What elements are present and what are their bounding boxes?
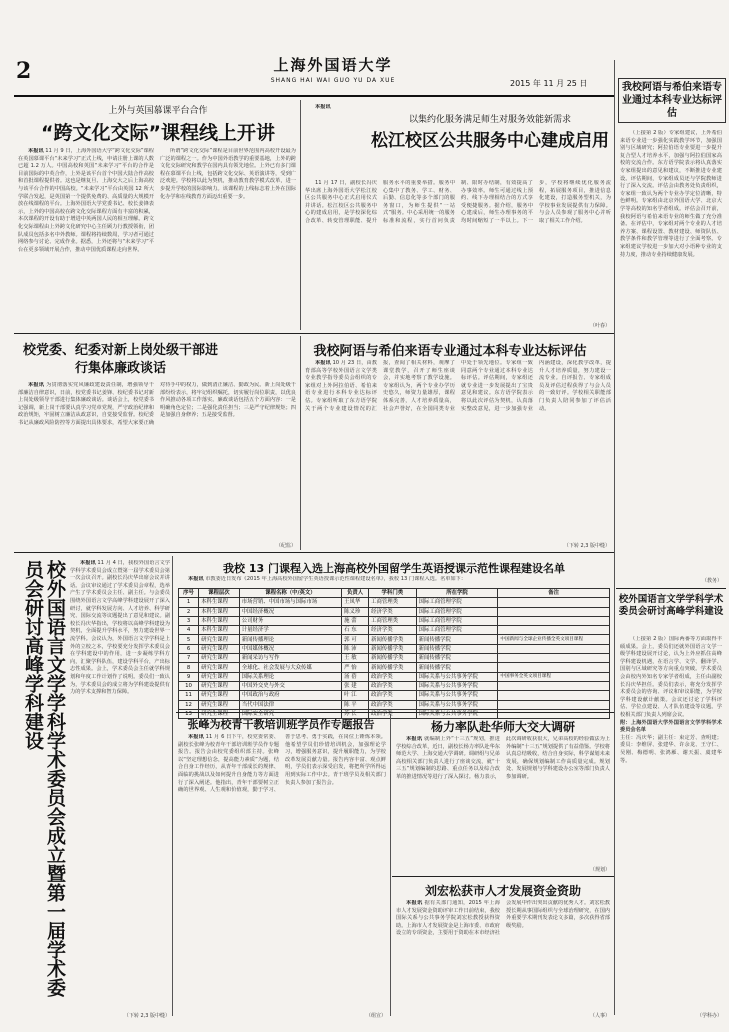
service-body-lead bbox=[305, 104, 367, 176]
table-row bbox=[179, 598, 610, 607]
paper-name: 上海外国语大学 bbox=[273, 56, 393, 74]
table-row bbox=[179, 635, 610, 644]
training-signature: （组宣） bbox=[365, 1013, 386, 1019]
table-cell: 工商管理类 bbox=[369, 598, 417, 607]
discipline-signature: （纪监） bbox=[275, 543, 296, 549]
table-cell: 11 bbox=[179, 691, 199, 700]
table-row bbox=[179, 616, 610, 625]
sidebar-arabic-from: （上接第 2 版） bbox=[630, 130, 669, 136]
committee-body bbox=[70, 560, 170, 1015]
table-cell: 张 建 bbox=[342, 681, 369, 690]
table-cell: 国际工商管理学院 bbox=[416, 598, 498, 607]
table-cell: 国际关系与公共事务学院 bbox=[416, 681, 498, 690]
table-row bbox=[179, 607, 610, 616]
table-cell bbox=[498, 691, 610, 700]
table-cell: 国际工商管理学院 bbox=[416, 607, 498, 616]
table-cell: 新闻传播学类 bbox=[369, 663, 417, 672]
sidebar-committee-title: 校外国语言文学学科学术委员会研讨高峰学科建设 bbox=[618, 594, 724, 617]
courses-header-cell: 课程层次 bbox=[199, 589, 240, 598]
table-cell: 研究生课程 bbox=[199, 700, 240, 709]
table-cell: 研究生课程 bbox=[199, 635, 240, 644]
arabic-byline: 本报讯 bbox=[315, 360, 331, 366]
table-row bbox=[179, 626, 610, 635]
table-cell: 王凤华 bbox=[342, 598, 369, 607]
table-cell: 2 bbox=[179, 607, 199, 616]
rule-mid-1 bbox=[14, 333, 614, 334]
table-cell bbox=[498, 607, 610, 616]
table-cell: 经济学类 bbox=[369, 626, 417, 635]
sidebar-committee-from: （上接第 2 版） bbox=[630, 636, 669, 642]
table-cell: 研究生课程 bbox=[199, 654, 240, 663]
table-row bbox=[179, 691, 610, 700]
table-cell: 陈义珍 bbox=[342, 607, 369, 616]
table-cell bbox=[498, 598, 610, 607]
table-cell: 计量经济学 bbox=[239, 626, 341, 635]
committee-continued: （下转 2,3 版中缝） bbox=[123, 1013, 170, 1019]
table-cell: 新闻传播学院 bbox=[416, 663, 498, 672]
table-cell: 国际关系与公共事务学院 bbox=[416, 691, 498, 700]
table-cell: 施 蕾 bbox=[342, 616, 369, 625]
courses-header-cell: 序号 bbox=[179, 589, 199, 598]
column-divider-bottom bbox=[172, 556, 173, 1016]
masthead bbox=[238, 54, 428, 94]
table-row bbox=[179, 700, 610, 709]
course-text-2: 所谓“跨文化交际”课程是目前世界范围内高校开设最为广泛的课程之一。作为中国外语教学的重要基地，上外的跨文化交际研究和教学在国内具有领先地位。上外已有多门课程在慕课平台上线，包括跨文化交际、英语演讲等，受到广泛欢迎。学校将以此为契机，推动教育教学模式改革，进一步提升学校的国际影响力。该课程的上线标志着上外在国际化办学和在线教育方面迈出重要一步。 bbox=[160, 148, 296, 200]
table-cell: 新闻传播理论 bbox=[239, 635, 341, 644]
table-cell: 国际关系理论 bbox=[239, 672, 341, 681]
table-cell: 政治学类 bbox=[369, 700, 417, 709]
courses-byline: 本报讯 bbox=[188, 576, 204, 582]
table-cell: 中国事务全英文项目课程 bbox=[498, 672, 610, 681]
table-cell: 石 东 bbox=[342, 626, 369, 635]
table-cell: 国际关系与公共事务学院 bbox=[416, 709, 498, 718]
service-body bbox=[305, 180, 611, 322]
table-cell: 10 bbox=[179, 681, 199, 690]
courses-table bbox=[178, 588, 610, 719]
service-headline: 松江校区公共服务中心建成启用 bbox=[371, 131, 609, 151]
table-cell: 公司财务 bbox=[239, 616, 341, 625]
column-divider-top bbox=[300, 100, 301, 330]
sidebar-committee-body bbox=[620, 636, 722, 1008]
sidebar-committee-signature: （学科办） bbox=[696, 1013, 722, 1019]
table-cell: 研究生课程 bbox=[199, 644, 240, 653]
table-cell: 新闻传播学类 bbox=[369, 654, 417, 663]
table-cell: 国际安全研究 bbox=[239, 709, 341, 718]
table-cell: 当代中国法律 bbox=[239, 700, 341, 709]
table-cell: 13 bbox=[179, 709, 199, 718]
liu-text: 据有关部门通知，2015 年上海市人才发展资金资助评审工作日前结束，我校国际关系与公共事务学院刘宏松教授获得资助。上海市人才发展资金是上海市委、市政府设立的专项资金，主要用于资助在本市经济社会发展中作出突出贡献的优秀人才。刘宏松教授长期从事国际组织与全球治理研究，在国内外重要学术期刊发表论文多篇，多次获得省部级奖励。 bbox=[396, 900, 610, 937]
table-row bbox=[179, 681, 610, 690]
sidebar-committee-text: 国际两番等方面取得丰硕成果。会上，委员们还就外国语言文学一级学科建设展开讨论，认为上外应抓住高峰学科建设机遇，在语言学、文学、翻译学、国别与区域研究等方向重点突破。学术委员会由校内外知名专家学者组成，主任由副校长冯庆华担任。委员们表示，将充分发挥学术委员会的咨询、评议和审议职能，为学校学科建设献计献策。会议还讨论了学科评估、学位点建设、人才队伍建设等议题。学校相关部门负责人列席会议。 bbox=[620, 636, 722, 718]
table-cell: 新闻采访与写作 bbox=[239, 654, 341, 663]
service-signature: （叶春） bbox=[589, 323, 610, 329]
sidebar-arabic-body bbox=[620, 130, 722, 575]
table-row bbox=[179, 663, 610, 672]
table-cell: 本科生课程 bbox=[199, 607, 240, 616]
rule-lower bbox=[176, 712, 614, 713]
table-cell: 中国政治与政府 bbox=[239, 691, 341, 700]
table-cell: 国际工商管理学院 bbox=[416, 616, 498, 625]
service-byline: 本报讯 bbox=[315, 104, 331, 110]
liu-headline: 刘宏松获市人才发展资金资助 bbox=[424, 884, 581, 898]
table-cell: 全球化、社会发展与大众传媒 bbox=[239, 663, 341, 672]
courses-intro bbox=[178, 576, 610, 586]
table-cell: 6 bbox=[179, 644, 199, 653]
table-cell: 新闻传播学院 bbox=[416, 635, 498, 644]
table-cell: 郭 可 bbox=[342, 635, 369, 644]
courses-header-cell: 备注 bbox=[498, 589, 610, 598]
page-number: 2 bbox=[16, 58, 32, 84]
table-cell: 本科生课程 bbox=[199, 626, 240, 635]
sidebar-arabic-title: 我校阿语与希伯来语专业通过本科专业达标评估 bbox=[618, 78, 726, 123]
table-cell: 政治学类 bbox=[369, 691, 417, 700]
courses-header-cell: 课程名称（中/英文） bbox=[239, 589, 341, 598]
table-cell: 陈 平 bbox=[342, 700, 369, 709]
yang-body bbox=[396, 736, 610, 866]
table-cell: 中国新闻与全球企业传播全英文项目课程 bbox=[498, 635, 610, 644]
course-text: 11 月 9 日，上海外国语大学“跨文化交际”课程在英国慕课平台“未来学习”正式上线，申请注册上课的人数已超 1.2 万人。中国高校和英国“未来学习”平台的合作是目前国际的中英合作，上外是该平台首个中国大陆合作高校和首批课程提供者。这也是继复旦、上海交大之后上海高校与该平台合作的中国高校。“未来学习”平台由英国 12 所大学联合发起，是英国第一个提供免费的、高质量的大规模开放在线课程的平台。上海外国语大学党委书记、校长姜锋表示，上外的中国高校在跨文化交际课程方面有丰富的积累，本次课程的开设有助于增进中英两国人民的相互理解。跨文化交际课程由上外跨文化研究中心主任顾力行教授领衔，团队成员包括多名中外教师。课程将持续数周，学习者可通过网络参与讨论、完成作业。据悉，上外还将与“未来学习”平台在更多领域开展合作，推动中国优质课程走向世界。 bbox=[18, 148, 154, 253]
sidebar-divider bbox=[614, 60, 615, 1015]
table-cell bbox=[498, 644, 610, 653]
rule-mid-2 bbox=[14, 552, 614, 553]
table-cell: 新闻传播学类 bbox=[369, 635, 417, 644]
table-cell: 经济学类 bbox=[369, 607, 417, 616]
table-cell bbox=[498, 626, 610, 635]
table-cell: 研究生课程 bbox=[199, 663, 240, 672]
courses-headline: 我校 13 门课程入选上海高校外国留学生英语授课示范性课程建设名单 bbox=[223, 562, 565, 575]
table-cell: 陈 沛 bbox=[342, 644, 369, 653]
table-cell: 7 bbox=[179, 654, 199, 663]
sidebar-arabic-signature: （教务） bbox=[701, 578, 722, 584]
table-cell: 政治学类 bbox=[369, 672, 417, 681]
table-cell: 叶 江 bbox=[342, 691, 369, 700]
table-cell: 政治学类 bbox=[369, 709, 417, 718]
training-byline: 本报讯 bbox=[188, 734, 204, 740]
table-cell: 新闻传播学类 bbox=[369, 644, 417, 653]
courses-header-cell: 学科门类 bbox=[369, 589, 417, 598]
courses-table-wrap bbox=[178, 588, 610, 719]
table-cell: 12 bbox=[179, 700, 199, 709]
table-cell: 3 bbox=[179, 616, 199, 625]
sidebar-committee-members-label: 附：上海外国语大学外国语言文学学科学术委员会名单 bbox=[620, 719, 722, 734]
sidebar-committee-members: 主任：冯庆华；副主任：束定芳、查明建；委员：李维屏、张建华、许余龙、王守仁、吴刚、梅德明、张鸿雁、谢天振、虞建华等。 bbox=[620, 734, 722, 764]
table-cell: 本科生课程 bbox=[199, 616, 240, 625]
table-cell: 王 敏 bbox=[342, 654, 369, 663]
table-cell: 汤 蓓 bbox=[342, 672, 369, 681]
arabic-headline: 我校阿语与希伯来语专业通过本科专业达标评估 bbox=[313, 344, 587, 359]
course-body-col1 bbox=[18, 148, 154, 328]
training-body bbox=[178, 734, 386, 1012]
course-headline: “跨文化交际”课程线上开讲 bbox=[41, 122, 275, 144]
table-cell: 中国媒体概况 bbox=[239, 644, 341, 653]
table-cell: 国际关系与公共事务学院 bbox=[416, 700, 498, 709]
table-cell: 5 bbox=[179, 635, 199, 644]
table-row bbox=[179, 644, 610, 653]
table-cell bbox=[498, 663, 610, 672]
courses-intro-text: 市教委近日发布《2015 年上海高校外国留学生英语授课示范性课程建设名单》，我校 13 门课程入选。名单如下： bbox=[205, 576, 467, 582]
table-cell: 中国外交史与外交 bbox=[239, 681, 341, 690]
yang-signature: （规划） bbox=[589, 867, 610, 873]
table-cell: 市场营销、中国市场与国际市场 bbox=[239, 598, 341, 607]
table-cell: 政治学类 bbox=[369, 681, 417, 690]
liu-byline: 本报讯 bbox=[406, 900, 423, 906]
discipline-text: 为贯彻落实党风廉政建设责任制，增强领导干部廉洁自律意识，日前，校党委书记姜锋、校纪委书记对新上岗处级领导干部进行集体廉政谈话。谈话会上，校党委书记强调，新上岗干部要认真学习党章党规，严守政治纪律和政治规矩，牢固树立廉洁从政意识，自觉接受监督。校纪委书记从廉政风险防控等方面提出具体要求，希望大家要正确对待手中的权力，做到清正廉洁、勤政为民。新上岗处级干部纷纷表示，将牢记组织嘱托，切实履行岗位职责，以优良作风推动各项工作落实。廉政谈话包括五个方面内容：一是明确角色定位；二是强化责任担当；三是严守纪律规矩；四是加强自身修养；五是接受监督。 bbox=[18, 382, 296, 426]
table-cell: 严 怡 bbox=[342, 663, 369, 672]
issue-date: 2015 年 11 月 25 日 bbox=[510, 79, 588, 88]
arabic-body bbox=[305, 360, 611, 542]
discipline-headline: 校党委、纪委对新上岗处级干部进行集体廉政谈话 bbox=[22, 343, 218, 376]
discipline-body bbox=[18, 382, 296, 542]
masthead-rule bbox=[14, 95, 614, 97]
sidebar-arabic-text: 专家组建议，上外希伯来语专业进一步强化实践教学环节，加强国别与区域研究；阿拉伯语专业要进一步提升复合型人才培养水平，加强与阿拉伯国家高校的交流合作。东方语学院表示将认真落实专家组提出的意见和建议，不断推进专业建设。评估期间，专家组成员还与学院教师进行了深入交流。评估会由教务处负责组织，专家组一致认为两个专业办学定位清晰，特色鲜明。专家组由北京外国语大学、北京大学等高校的知名学者组成。评估会召开前，我校阿语与希伯来语专业的师生做了充分准备。在评估中，专家组对两个专业的人才培养方案、课程设置、教材建设、师资队伍、教学条件和教学管理等进行了全面考察。专家组建议学校进一步加大对小语种专业的支持力度，推动专业持续健康发展。 bbox=[620, 130, 722, 258]
course-kicker: 上外与英国慕课平台合作 bbox=[108, 106, 208, 116]
committee-text: 11 月 4 日，我校外国语言文学学科学术委员会成立暨第一届学术委员会第一次会议召开。副校长冯庆华出席会议并讲话。会议审议通过了学术委员会章程，选举产生了学术委员会主任、副主任。与会委员围绕外国语言文学高峰学科建设展开了深入研讨，就学科发展方向、人才培养、科学研究、国际交流等议题提出了意见和建议。副校长冯庆华指出，学校将以高峰学科建设为契机，全面提升学科水平，努力建设世界一流学科。会议认为，外国语言文学学科是上外的立校之本，学校要充分发挥学术委员会在学科建设中的作用，进一步凝练学科方向，汇聚学科队伍，建设学科平台，产出标志性成果。会上，学术委员会主任就学科规划和年度工作计划作了说明。委员们一致认为，学术委员会的成立将为学科建设提供有力的学术支撑和智力保障。 bbox=[70, 560, 170, 696]
column-divider-lower bbox=[390, 714, 391, 1016]
course-body-col2 bbox=[160, 148, 296, 328]
courses-header-cell: 负责人 bbox=[342, 589, 369, 598]
rule-liu bbox=[392, 876, 614, 877]
table-cell bbox=[498, 654, 610, 663]
sidebar-rule bbox=[616, 588, 726, 589]
courses-header-row bbox=[179, 589, 610, 598]
liu-signature: （人事） bbox=[589, 1013, 610, 1019]
table-cell: 工商管理类 bbox=[369, 616, 417, 625]
table-cell: 研究生课程 bbox=[199, 709, 240, 718]
course-byline: 本报讯 bbox=[28, 148, 44, 154]
training-text: 11 月 6 日下午，校党委常委、副校长张峰为校青年干部培训班学员作专题报告。报告会由校党委组织部主持。张峰以“坚定理想信念，提高能力素质”为题，结合自身工作经历，从青年干部成长的规律、面临的挑战以及如何提升自身能力等方面进行了深入阐述。他指出，青年干部要树立正确的世界观、人生观和价值观，勤于学习、善于思考、勇于实践，在岗位上锤炼本领。他希望学员们珍惜培训机会，加强理论学习，增强服务意识，提升履职能力，为学校改革发展贡献力量。报告内容丰富、观点鲜明，学员们表示深受启发，将把所学所得运用到实际工作中去。青干班学员及相关部门负责人参加了报告会。 bbox=[178, 734, 386, 794]
arabic-continued: （下转 2,3 版中缝） bbox=[563, 543, 610, 549]
arabic-text: 10 月 23 日，由教育部高等学校外国语言文学类专业教学指导委员会组织的专家组对上外阿拉伯语、希伯来语专业进行本科专业达标评估。专家组听取了东方语学院关于两个专业建设情况的汇报，查阅了相关材料，观摩了课堂教学，召开了师生座谈会，并实地考察了教学设施。专家组认为，两个专业办学历史悠久，师资力量雄厚，课程体系完善，人才培养质量高，社会声誉好，在全国同类专业中处于领先地位。专家组一致同意两个专业通过本科专业达标评估。评估期间，专家组还就专业进一步发展提出了宝贵意见和建议。东方语学院表示将以此次评估为契机，认真落实整改意见，进一步加强专业内涵建设，深化教学改革，提升人才培养质量，努力建设一流专业。自评报告、专家组成员及评估过程获得了与会人员的一致好评。学校相关职能部门负责人陪同参加了评估活动。 bbox=[305, 360, 611, 412]
yang-text: 就编制上外“十三五”规划，推进学校综合改革，近日，副校长杨力率队赴华东师范大学、上海交通大学调研。调研组与兄弟高校相关部门负责人进行了座谈交流，就“十三五”规划编制的思路、重点任务以及综合改革的推进情况等进行了深入探讨。杨力表示，此次调研收获很大，兄弟高校的经验做法为上外编制“十三五”规划提供了有益借鉴。学校将认真总结吸收，结合自身实际，科学谋划未来发展，确保规划编制工作高质量完成。规划处、发展规划与学科建设办公室等部门负责人参加调研。 bbox=[396, 736, 610, 780]
table-cell bbox=[498, 700, 610, 709]
table-cell bbox=[498, 616, 610, 625]
yang-headline: 杨力率队赴华师大交大调研 bbox=[430, 720, 575, 734]
courses-header-cell: 所在学院 bbox=[416, 589, 498, 598]
table-cell: 苏 长 bbox=[342, 709, 369, 718]
table-cell: 新闻传播学院 bbox=[416, 644, 498, 653]
table-cell: 研究生课程 bbox=[199, 672, 240, 681]
paper-pinyin: SHANG HAI WAI GUO YU DA XUE bbox=[270, 77, 396, 84]
table-cell: 4 bbox=[179, 626, 199, 635]
service-text: 11 月 17 日，副校长冯庆华出席上海外国语大学松江校区公共服务中心正式启用仪式并讲话。松江校区公共服务中心的建成启用，是学校深化综合改革、转变管理职能、提升服务水平的重要举措。服务中心集中了教务、学工、财务、后勤、信息化等多个部门的服务窗口，为师生提供“一站式”服务。中心采用统一的服务标准和流程，实行首问负责制、限时办结制，有效提高了办事效率。师生可通过线上预约、线下办理相结合的方式享受便捷服务。据介绍，服务中心建成后，师生办理事务的平均时间缩短了一半以上。下一步，学校将继续优化服务流程，拓展服务项目，推进信息化建设，打造服务型机关，为学校事业发展提供有力保障。与会人员参观了服务中心并听取了相关工作介绍。 bbox=[305, 180, 611, 224]
yang-byline: 本报讯 bbox=[406, 736, 423, 742]
table-cell bbox=[498, 681, 610, 690]
table-cell: 新闻传播学院 bbox=[416, 654, 498, 663]
table-row bbox=[179, 672, 610, 681]
liu-body bbox=[396, 900, 610, 1010]
table-cell: 8 bbox=[179, 663, 199, 672]
table-cell: 本科生课程 bbox=[199, 598, 240, 607]
training-headline: 张峰为校青干教培训班学员作专题报告 bbox=[187, 718, 375, 731]
table-cell: 研究生课程 bbox=[199, 691, 240, 700]
discipline-byline: 本报讯 bbox=[28, 382, 45, 388]
table-cell: 研究生课程 bbox=[199, 681, 240, 690]
table-cell: 国际工商管理学院 bbox=[416, 626, 498, 635]
table-row bbox=[179, 654, 610, 663]
committee-vertical-title: 校外国语言文学学科学术委员会成立暨第一届学术委员会研讨高峰学科建设 bbox=[22, 560, 66, 997]
table-cell: 中国经济概况 bbox=[239, 607, 341, 616]
column-divider-mid bbox=[300, 336, 301, 550]
table-cell: 9 bbox=[179, 672, 199, 681]
table-cell: 国际关系与公共事务学院 bbox=[416, 672, 498, 681]
committee-byline: 本报讯 bbox=[80, 560, 96, 566]
table-cell: 1 bbox=[179, 598, 199, 607]
service-kicker: 以集约化服务满足师生对服务效能新需求 bbox=[408, 115, 571, 125]
